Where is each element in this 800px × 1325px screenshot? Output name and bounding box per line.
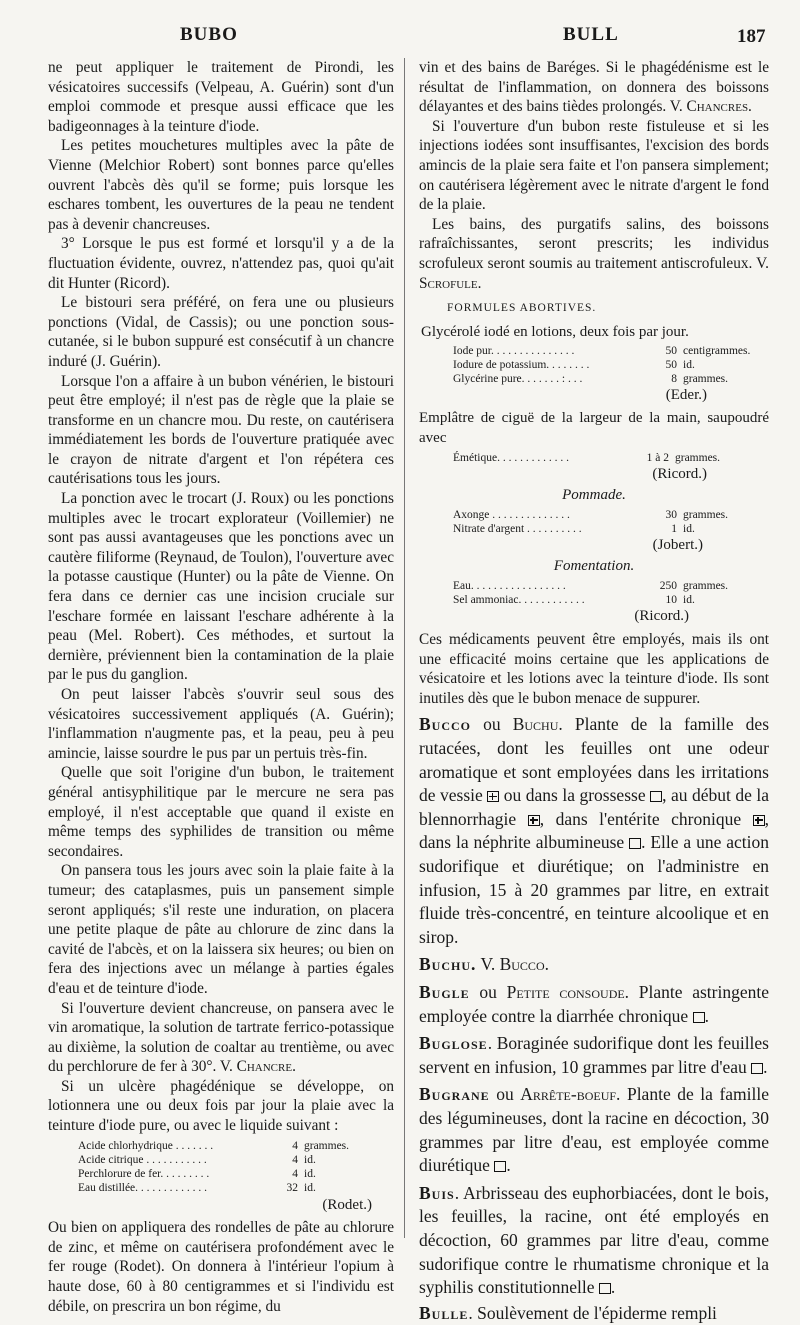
entry-text: ou dans la grossesse	[499, 785, 651, 806]
formula-row	[453, 522, 728, 536]
cross-reference: Chancres.	[686, 98, 752, 116]
entry-bugrane	[419, 1083, 769, 1177]
ingredient-unit: id.	[304, 1167, 316, 1180]
ingredient-qty: 4	[292, 1167, 298, 1180]
recipe-row	[78, 1181, 349, 1195]
entry-buglose	[419, 1032, 769, 1079]
paragraph	[419, 215, 769, 293]
ingredient-qty: 30	[665, 509, 677, 522]
ingredient-name: Acide citrique . . . . . . . . . . .	[78, 1153, 207, 1166]
empty-box-icon	[494, 1161, 506, 1172]
ingredient-unit: id.	[683, 594, 695, 607]
ingredient-qty: 250	[659, 580, 677, 593]
ingredient-unit: grammes.	[683, 580, 729, 593]
ingredient-qty: 50	[665, 345, 677, 358]
ingredient-qty: 4	[292, 1139, 298, 1152]
empty-box-icon	[629, 838, 641, 849]
ingredient-name: Iode pur. . . . . . . . . . . . . . .	[453, 345, 575, 358]
ingredient-name: Eau distillée. . . . . . . . . . . . .	[78, 1181, 208, 1194]
entry-text: . Arbrisseau des euphorbiacées, dont le bois, les feuilles, la racine, ont été employés en décoction, 60 grammes par litre d'eau, comme sudorifique contre le rhumatisme chronique et la syphilis constitutionnelle	[419, 1182, 769, 1298]
entry-text: ou	[469, 981, 507, 1002]
page-header	[0, 24, 800, 52]
ingredient-name: Nitrate d'argent . . . . . . . . . .	[453, 523, 582, 536]
ingredient-unit: grammes.	[683, 509, 729, 522]
entry-text: . Elle a une action sudorifique et diurétique; on l'administre en infusion, 15 à 20 grammes par litre, en extrait fluide très-concentré, en teinture alcoolique et en sirop.	[419, 832, 769, 947]
ingredient-qty: 10	[665, 594, 677, 607]
ingredient-name: Sel ammoniac. . . . . . . . . . . .	[453, 594, 585, 607]
recipe-row	[78, 1139, 349, 1153]
ingredient-qty: 50	[665, 359, 677, 372]
ingredient-name: Iodure de potassium. . . . . . . .	[453, 359, 590, 372]
cross-reference: Chancre.	[236, 1058, 296, 1076]
ingredient-name: Émétique. . . . . . . . . . . . .	[453, 452, 569, 465]
ingredient-qty: 8	[671, 373, 677, 386]
paragraph	[419, 58, 769, 117]
formula-author: (Ricord.)	[634, 608, 689, 625]
paragraph-text: vin et des bains de Baréges. Si le phagédénisme est le résultat de l'inflammation, on donnera des boissons délayantes et des bains tièdes prolongés. V.	[419, 59, 769, 116]
paragraph: On pansera tous les jours avec soin la plaie faite à la tumeur; des cataplasmes, puis un pansement simple seront appliqués; s'il reste une induration, on placera une petite plaque de pâte au chlorure de zinc dans la cavité de l'abcès, et on la laissera six heures; ou bien on fera des injections avec un mélange à parties égales d'eau et de teinture d'iode.	[48, 862, 394, 997]
entry-term: Bucco	[419, 714, 472, 735]
formula-title: Glycérolé iodé en lotions, deux fois par jour.	[421, 323, 689, 340]
entry-text: , au début de la blennorrhagie	[419, 785, 769, 829]
entry-term: Bugrane	[419, 1084, 490, 1105]
page-number: 187	[737, 26, 766, 47]
formula-author: (Jobert.)	[652, 537, 703, 554]
formula-table	[453, 508, 728, 536]
recipe-row	[78, 1153, 349, 1167]
formula-table	[453, 344, 750, 386]
entry-text: .	[506, 1155, 511, 1176]
paragraph: Quelle que soit l'origine d'un bubon, le traitement général antisyphilitique par le mercure ne sera pas employé, il n'est acceptable que quand il existe en même temps des syphilides de transition ou même secondaires.	[48, 764, 394, 860]
entry-text: .	[704, 1005, 709, 1026]
empty-box-icon	[751, 1063, 763, 1074]
paragraph: Si l'ouverture d'un bubon reste fistuleuse et si les injections iodées sont insuffisantes, l'excision des bords amincis de la plaie sera faite et l'on pansera simplement; on cautérisera légèrement avec le nitrate d'argent le fond de la plaie.	[419, 117, 769, 214]
ingredient-name: Acide chlorhydrique . . . . . . .	[78, 1139, 214, 1152]
entry-text: Plante de la famille des rutacées, dont les feuilles ont une odeur aromatique et sont employées dans les irritations de vessie	[419, 714, 769, 806]
entry-alt-term: Arrête-boeuf.	[520, 1084, 621, 1105]
entry-text: . Soulèvement de l'épiderme rempli	[468, 1302, 717, 1323]
running-head-left: BUBO	[180, 24, 238, 45]
ingredient-qty: 1	[671, 523, 677, 536]
formula-row	[453, 593, 728, 607]
ingredient-name: Perchlorure de fer. . . . . . . . .	[78, 1167, 210, 1180]
entry-alt-term: Buchu.	[512, 714, 563, 735]
ingredient-name: Eau. . . . . . . . . . . . . . . . .	[453, 580, 566, 593]
paragraph: Le bistouri sera préféré, on fera une ou plusieurs ponctions (Vidal, de Cassis); ou une ponction sous-cutanée, si le bubon suppuré est consécutif à un chancre induré (J. Guérin).	[48, 294, 394, 370]
entry-text: .	[763, 1056, 768, 1077]
formula-title: Fomentation.	[553, 557, 635, 574]
formula-author: (Ricord.)	[652, 466, 707, 483]
ingredient-name: Axonge . . . . . . . . . . . . . .	[453, 509, 570, 522]
entry-text: . Boraginée sudorifique dont les feuilles servent en infusion, 10 grammes par litre d'eau	[419, 1033, 769, 1077]
formula-row	[453, 579, 728, 593]
paragraph: Ou bien on appliquera des rondelles de pâte au chlorure de zinc, et même on cautérisera profondément avec le fer rouge (Rodet). On donnera à l'intérieur l'opium à haute dose, 60 à 80 centigrammes et si l'individu est débile, on prescrira un bon régime, du	[48, 1219, 394, 1315]
cross-reference: Bucco.	[499, 954, 549, 975]
entry-term: Bugle	[419, 981, 470, 1002]
formula-row	[453, 451, 720, 465]
ingredient-unit: id.	[304, 1153, 316, 1166]
paragraph: On peut laisser l'abcès s'ouvrir seul sous des vésicatoires successivement appliqués (A. Guérin); l'inflammation n'augmente pas, et la peau, peu à peu amincie, laisse sourdre le pus par un pertuis très-fin.	[48, 686, 394, 762]
paragraph: Ces médicaments peuvent être employés, mais ils ont une efficacité moins certaine que les applications de vésicatoire et les lotions avec la teinture d'iode. Ils sont inutiles dès que le bubon menace de suppurer.	[419, 631, 769, 707]
ingredient-unit: grammes.	[675, 452, 721, 465]
formula-table	[453, 451, 720, 465]
empty-box-icon	[599, 1283, 611, 1294]
entry-bugle	[419, 981, 769, 1028]
section-heading: FORMULES ABORTIVES.	[447, 302, 597, 315]
formula-row	[453, 358, 750, 372]
ingredient-unit: grammes.	[304, 1139, 350, 1152]
entry-alt-term: Petite consoude.	[506, 981, 630, 1002]
paragraph: 3° Lorsque le pus est formé et lorsqu'il y a de la fluctuation évidente, ouvrez, n'attendez pas, quoi qu'ait dit Hunter (Ricord).	[48, 235, 394, 292]
paragraph: Si un ulcère phagédénique se développe, on lotionnera une ou deux fois par jour la plaie avec la teinture d'iode pure, ou avec le liquide suivant :	[48, 1077, 394, 1135]
ingredient-qty: 32	[286, 1181, 298, 1194]
formula-row	[453, 372, 750, 386]
formula-title: Pommade.	[562, 486, 626, 503]
paragraph	[48, 999, 394, 1077]
formula-table	[453, 579, 728, 607]
entry-buchu	[419, 953, 769, 977]
entry-bucco	[419, 713, 769, 949]
plus-box-icon	[753, 815, 765, 826]
entry-term: Buchu.	[419, 954, 477, 975]
ingredient-unit: centigrammes.	[683, 345, 751, 358]
entry-bulle	[419, 1302, 769, 1325]
plus-box-icon	[528, 815, 540, 826]
entry-text: ou	[489, 1084, 521, 1105]
entry-text: ou	[471, 714, 513, 735]
paragraph-text: Les bains, des purgatifs salins, des boissons rafraîchissantes, seront prescrits; les individus scrofuleux seront soumis au traitement antiscrofuleux. V.	[419, 215, 769, 272]
formula-row	[453, 508, 728, 522]
ingredient-qty: 4	[292, 1153, 298, 1166]
entry-text: Plante astringente employée contre la diarrhée chronique	[419, 981, 769, 1026]
formula-row	[453, 344, 750, 358]
entry-text: , dans l'entérite chronique	[539, 808, 753, 829]
recipe-author: (Rodet.)	[322, 1196, 372, 1213]
ingredient-name: Glycérine pure. . . . . . . : . . .	[453, 373, 583, 386]
entry-text: V.	[476, 954, 500, 975]
recipe-row	[78, 1167, 349, 1181]
column-divider	[404, 58, 405, 1238]
right-column	[419, 58, 769, 1325]
formula-author: (Eder.)	[665, 387, 707, 404]
recipe-table	[78, 1139, 349, 1195]
ingredient-unit: id.	[683, 523, 695, 536]
paragraph: Les petites mouchetures multiples avec la pâte de Vienne (Melchior Robert) sont bonnes parce qu'elles ouvrent l'abcès dès qu'il se forme; puis lorsque les eschares tombent, les ouvertures de la peau ne tendent pas à devenir chancreuses.	[48, 137, 394, 233]
entry-text: Plante de la famille des légumineuses, dont la racine en décoction, 30 grammes par litre d'eau, est employée comme diurétique	[419, 1084, 770, 1176]
ingredient-unit: id.	[304, 1181, 316, 1194]
plus-box-icon	[487, 791, 499, 802]
entry-term: Bulle	[419, 1302, 469, 1323]
formula-title: Emplâtre de ciguë de la largeur de la main, saupoudré avec	[419, 409, 769, 446]
entry-term: Buglose	[419, 1033, 488, 1054]
ingredient-unit: grammes.	[683, 373, 729, 386]
paragraph: Lorsque l'on a affaire à un bubon vénérien, le bistouri peut être employé; il n'est pas de règle que la plaie se transforme en un chancre mou. Du reste, on cautérisera immédiatement les bords de l'ouverture pratiquée avec le crayon de nitrate d'argent et l'on répétera ces cautérisations tous les jours.	[48, 372, 394, 488]
empty-box-icon	[693, 1012, 705, 1023]
left-column	[48, 58, 394, 1316]
cross-reference: Scrofule.	[419, 274, 482, 292]
entry-text: .	[610, 1277, 616, 1298]
dictionary-entries	[419, 713, 769, 1325]
ingredient-unit: id.	[683, 359, 695, 372]
running-head-right: BULL	[563, 24, 619, 45]
paragraph-text: Si l'ouverture devient chancreuse, on pansera avec le vin aromatique, la solution de tartrate ferrico-potassique au dixième, la solution de coaltar au trentième, ou avec du perchlorure de fer à 30°. V.	[48, 999, 394, 1076]
paragraph: ne peut appliquer le traitement de Pirondi, les vésicatoires successifs (Velpeau, A. Guérin) sont d'un emploi commode et presque aussi efficace que les badigeonnages à la teinture d'iode.	[48, 59, 394, 135]
entry-buis	[419, 1182, 769, 1300]
paragraph: La ponction avec le trocart (J. Roux) ou les ponctions multiples avec le trocart explorateur (Voillemier) ne sont pas aussi avantageuses que les ponctions avec un cautère filiforme (Reynaud, de Toulon), l'ouverture avec la potasse caustique (Hunter) ou la pâte de Vienne. On fera dans ce dernier cas une incision cruciale sur l'eschare formée en laissant l'eschare adhérente à la peau (Mel. Robert). Ces méthodes, et surtout la dernière, préviennent bien la contamination de la plaie par le pus du ganglion.	[48, 490, 394, 684]
ingredient-qty: 1 à 2	[646, 452, 669, 465]
entry-term: Buis	[419, 1182, 455, 1203]
entry-text: , dans la néphrite albumineuse	[419, 808, 769, 853]
empty-box-icon	[650, 791, 662, 802]
